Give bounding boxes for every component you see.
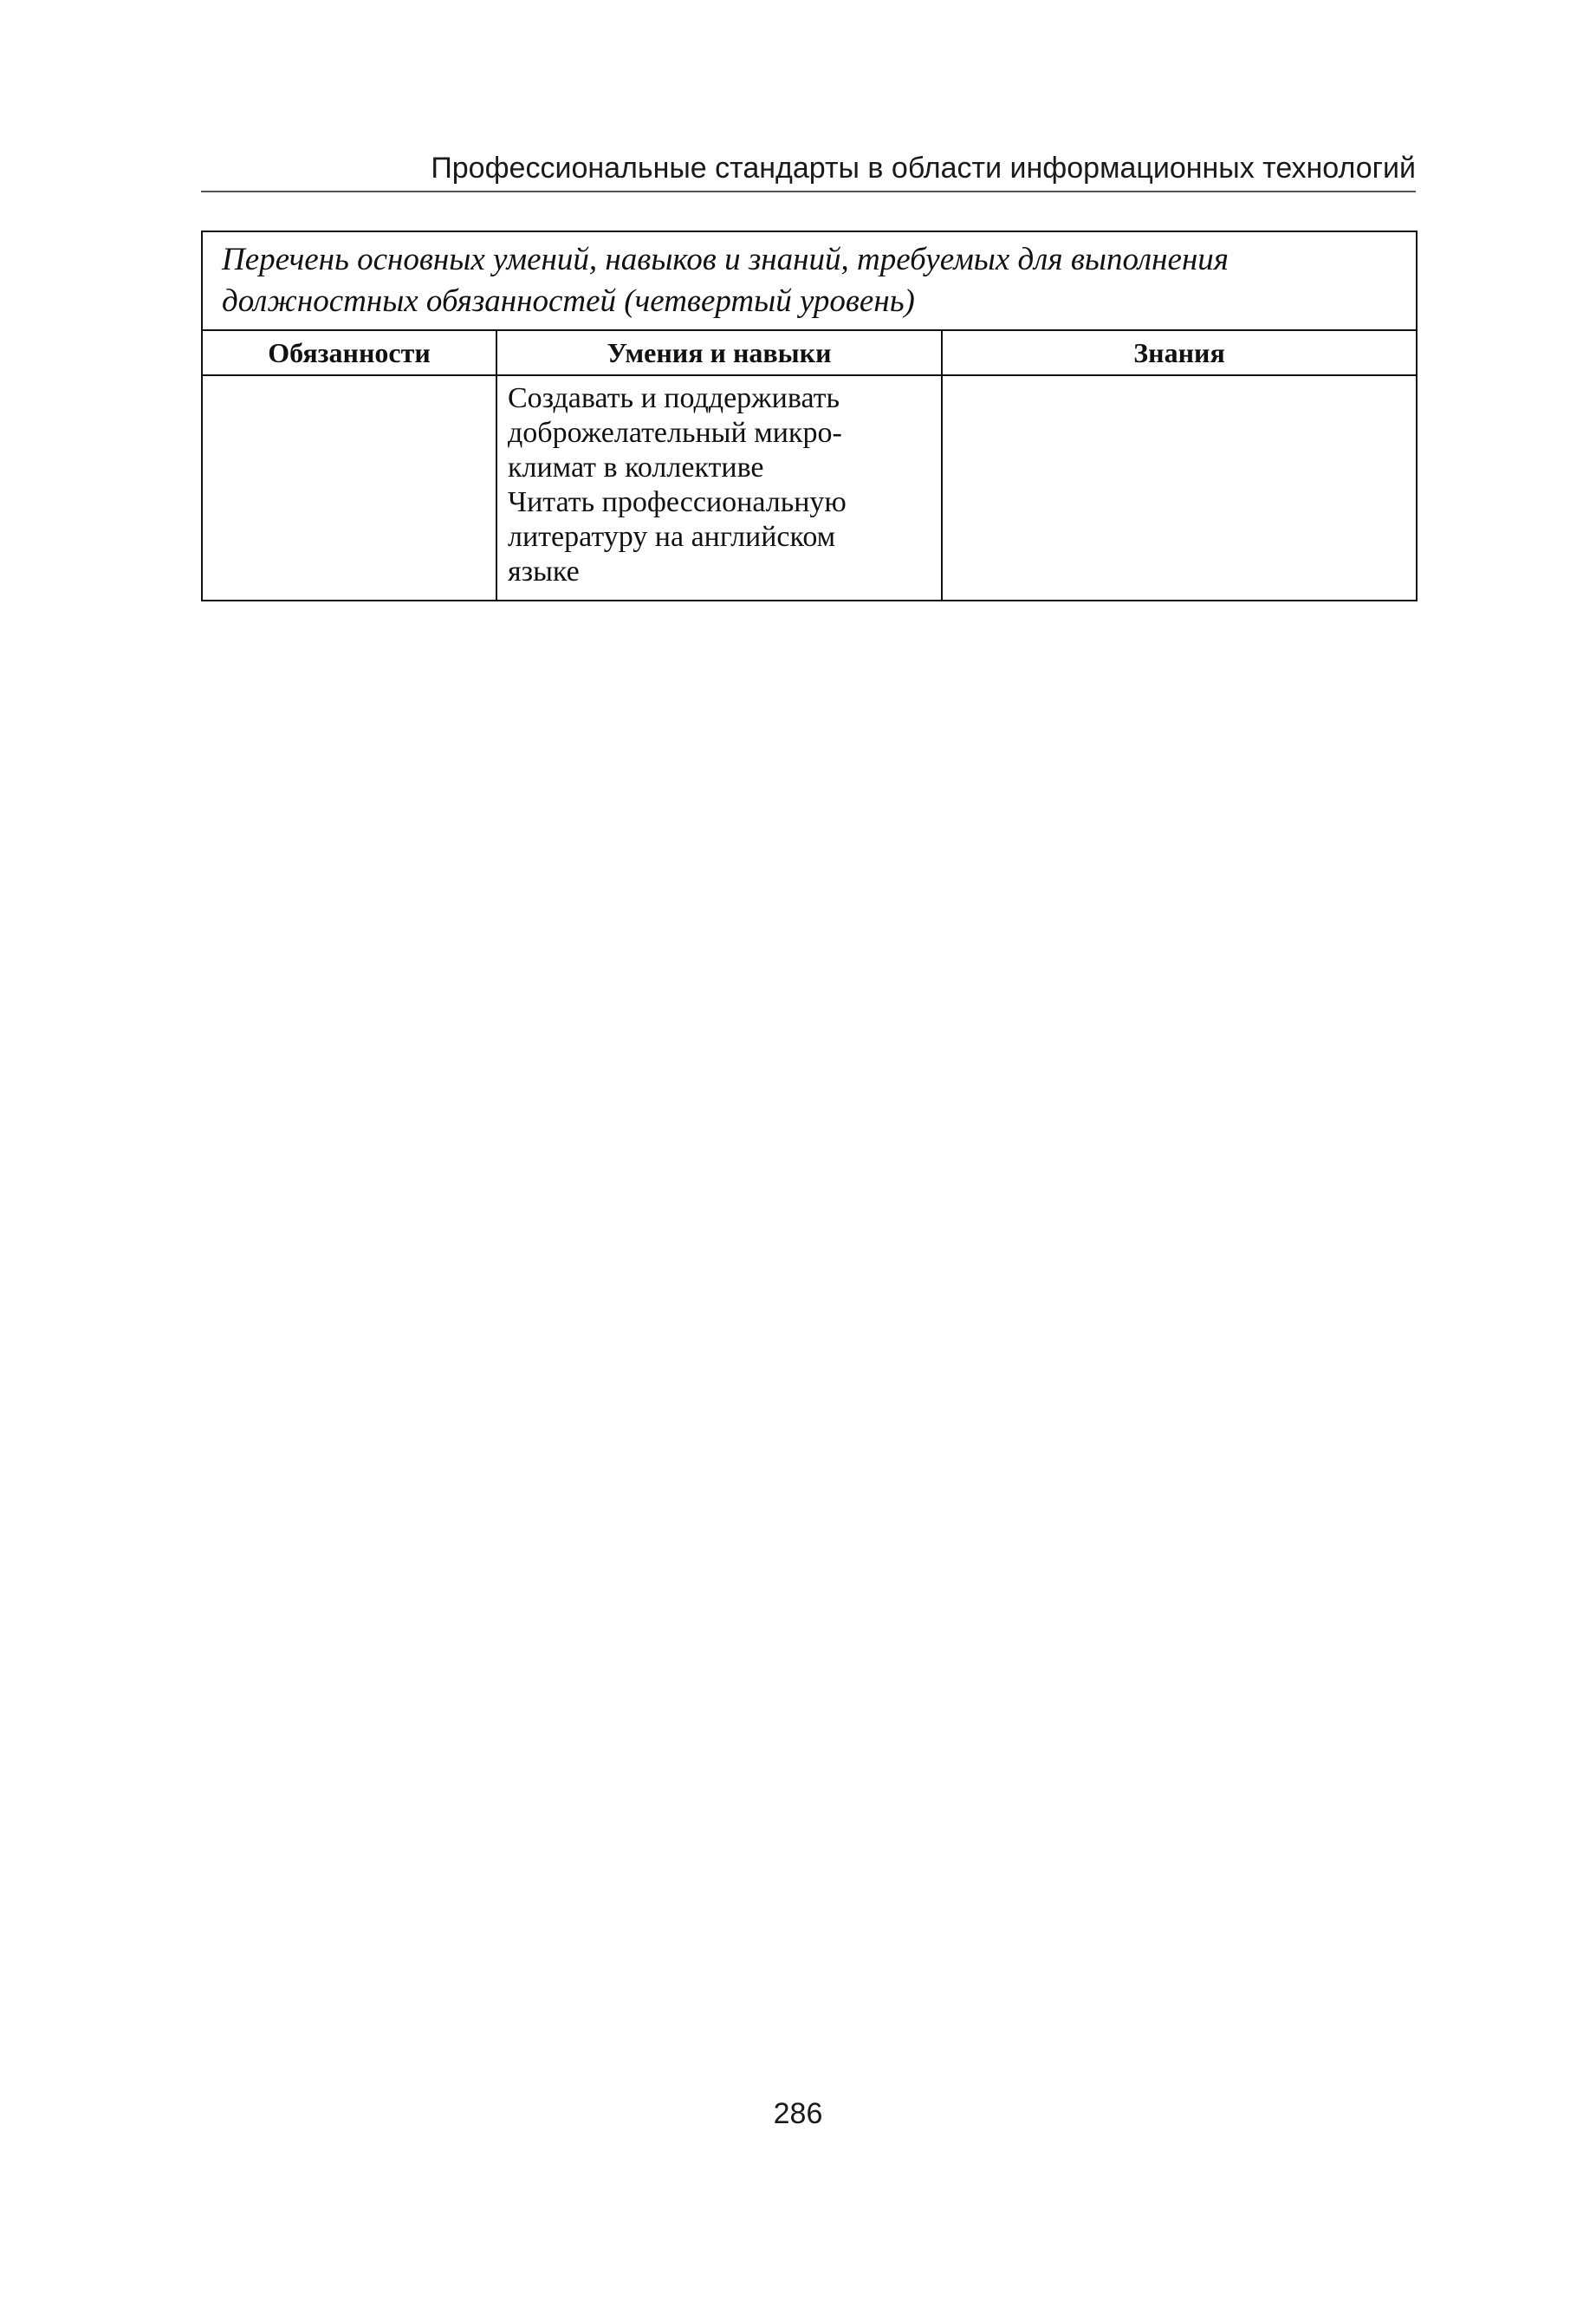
running-header [201,147,1416,192]
table-row [202,375,1417,601]
running-header-text: Профессиональные стандарты в области информационных технологий [431,152,1416,185]
table-caption-row [202,231,1417,330]
table-caption-line: Перечень основных умений, навыков и знаний, требуемых для выполнения [222,242,1229,277]
column-header-duties: Обязанности [202,330,496,375]
column-header-knowledge: Знания [942,330,1417,375]
cell-knowledge [942,375,1417,601]
cell-skills-line: языке [508,556,580,588]
page-number: 286 [773,2097,823,2130]
cell-skills [496,375,942,601]
column-header-skills: Умения и навыки [496,330,942,375]
cell-skills-line: Создавать и поддерживать [508,382,840,414]
cell-skills-line: климат в коллективе [508,452,764,484]
table-caption-line: должностных обязанностей (четвертый уровень) [222,283,915,319]
skills-table [201,231,1418,601]
table-caption [202,231,1417,330]
table-header-row [202,330,1417,375]
cell-skills-line: литературу на английском [508,521,836,553]
cell-skills-line: Читать профессиональную [508,486,847,518]
cell-duties [202,375,496,601]
cell-skills-line: доброжелательный микро- [508,417,842,449]
